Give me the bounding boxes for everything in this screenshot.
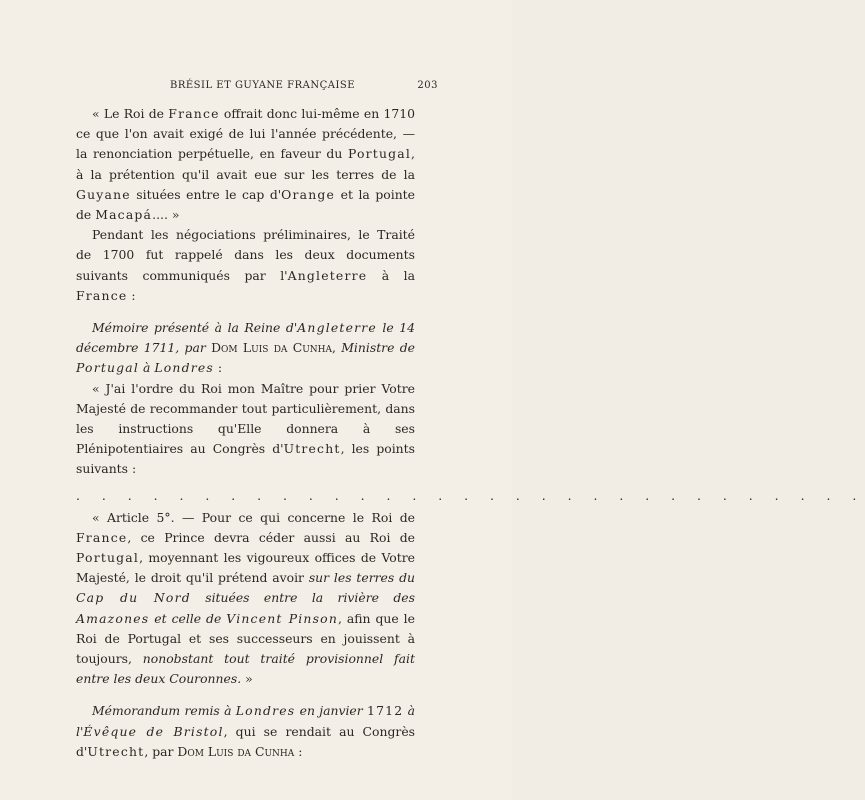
ellipsis-separator: . . . . . . . . . . . . . . . . . . . . . . . . . . . . . . . <box>76 487 865 503</box>
page-body <box>76 104 865 762</box>
paragraph-quote-1710: « Le Roi de France offrait donc lui-même en 1710 ce que l'on avait exigé de lui l'année précédente, — la renonciation perpétuelle, en faveur du Portugal, à la prétention qu'il avait eue sur les terres de la Guyane situées entre le cap d'Orange et la pointe de Macapá.... » <box>76 106 415 223</box>
page-number: 203 <box>417 80 438 91</box>
heading-memorandum: Mémorandum remis à Londres en janvier 1712 à l'Évêque de Bristol, qui se rendait au Congrès d'Utrecht, par Dom Luis da Cunha : <box>76 703 416 759</box>
paragraph-negociations: Pendant les négociations préliminaires, le Traité de 1700 fut rappelé dans les deux documents suivants communiqués par l'Angleterre à la France : <box>76 227 415 303</box>
running-title: BRÉSIL ET GUYANE FRANÇAISE <box>170 80 356 91</box>
paragraph-article-5: « Article 5°. — Pour ce qui concerne le Roi de France, ce Prince devra céder aussi au Roi de Portugal, moyennant les vigoureux offices de Votre Majesté, le droit qu'il prétend avoir sur les terres du Cap du Nord situées entre la rivière des Amazones et celle de Vincent Pinson, afin que le Roi de Portugal et ses successeurs en jouissent à toujours, nonobstant tout traité provisionnel fait entre les deux Couronnes. » <box>76 509 415 687</box>
heading-memoire: Mémoire présenté à la Reine d'Angleterre le 14 décembre 1711, par Dom Luis da Cunha, Ministre de Portugal à Londres : <box>76 320 415 376</box>
paragraph-ordre-du-roi: « J'ai l'ordre du Roi mon Maître pour prier Votre Majesté de recommander tout particulièrement, dans les instructions qu'Elle donnera à ses Plénipotentiaires au Congrès d'Utrecht, les points suivants : <box>76 380 415 477</box>
